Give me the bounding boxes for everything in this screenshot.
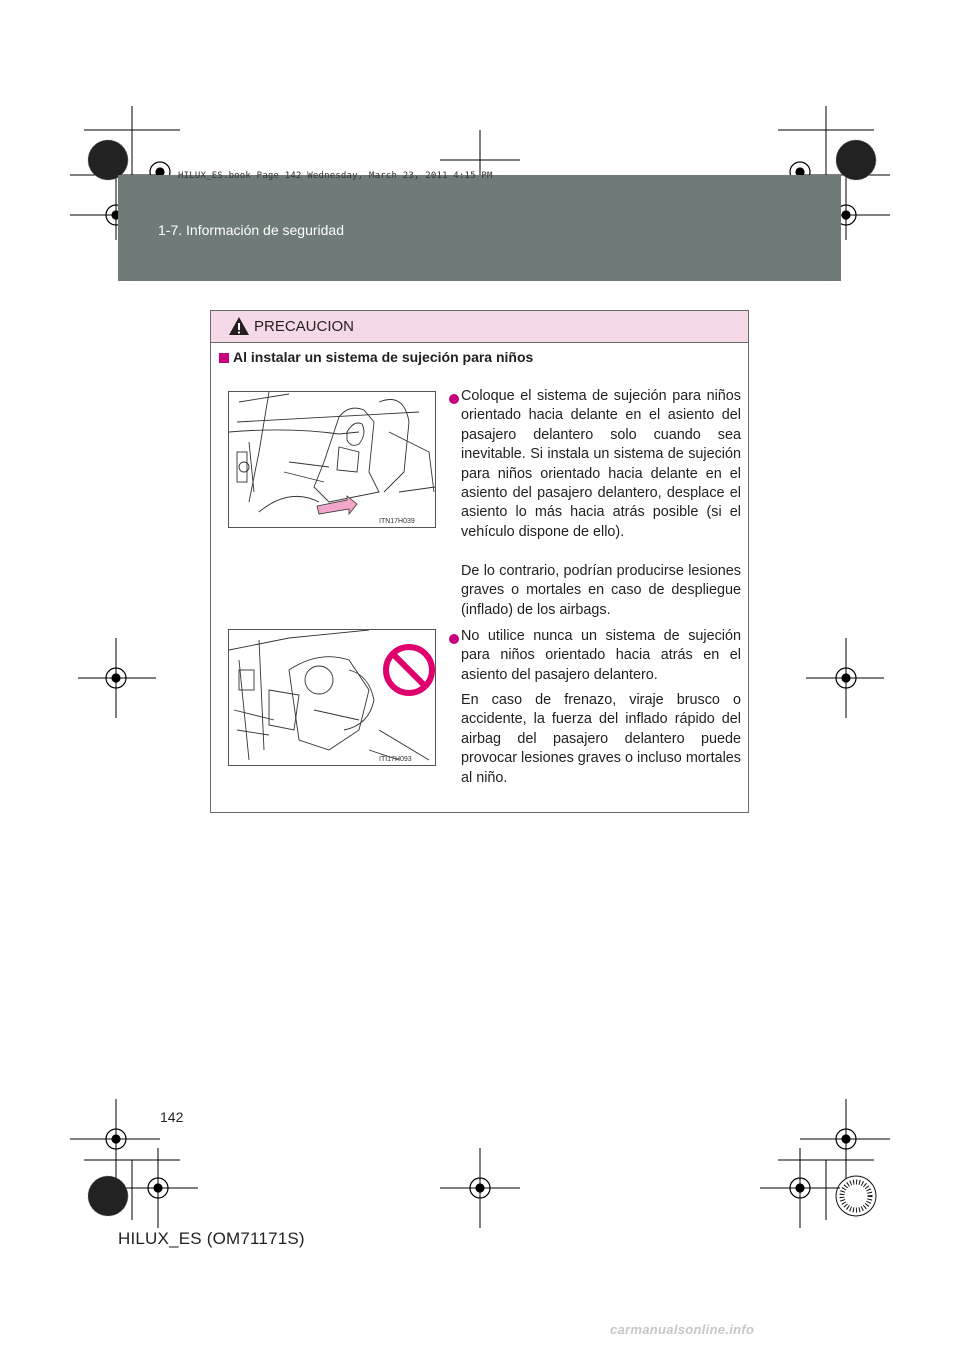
- section-title: 1-7. Información de seguridad: [158, 222, 344, 238]
- subheading-square-icon: [219, 353, 229, 363]
- caution-title: PRECAUCION: [254, 318, 355, 335]
- warning-icon: [228, 316, 250, 336]
- caution-subheading: Al instalar un sistema de sujeción para niños: [233, 349, 534, 365]
- caution-header: [211, 311, 748, 343]
- bullet-icon: [449, 394, 459, 404]
- child-seat-illustration: [229, 392, 435, 527]
- figure-forward-facing-seat: [228, 391, 436, 528]
- watermark: carmanualsonline.info: [610, 1322, 755, 1337]
- caution-box: [210, 310, 749, 813]
- book-info: HILUX_ES.book Page 142 Wednesday, March 23, 2011 4:15 PM: [178, 171, 493, 181]
- item-2-paragraph-2: En caso de frenazo, viraje brusco o accidente, la fuerza del inflado rápido del airbag del pasajero delantero puede provocar lesiones graves o incluso mortales al niño.: [461, 692, 741, 786]
- item-2-paragraph-1: No utilice nunca un sistema de sujeción para niños orientado hacia atrás en el asiento del pasajero delantero.: [461, 628, 741, 683]
- item-1-paragraph-2: De lo contrario, podrían producirse lesiones graves o mortales en caso de despliegue (inflado) de los airbags.: [461, 563, 741, 618]
- figure-code-2: ITI17H093: [379, 756, 412, 763]
- figure-rear-facing-seat-prohibited: [228, 629, 436, 766]
- prohibition-icon: [386, 647, 432, 693]
- rear-facing-seat-illustration: [229, 630, 435, 765]
- page-number: 142: [160, 1109, 184, 1125]
- bullet-icon: [449, 634, 459, 644]
- footer-code: HILUX_ES (OM71171S): [118, 1229, 305, 1248]
- figure-code-1: ITN17H039: [379, 518, 415, 525]
- item-1-paragraph-1: Coloque el sistema de sujeción para niños orientado hacia delante en el asiento del pasajero delantero solo cuando sea inevitable. Si instala un sistema de sujeción para niños orientado hacia delante en el asiento del pasajero delantero, desplace el asiento lo más hacia atrás posible (si el vehículo dispone de ello).: [461, 388, 741, 540]
